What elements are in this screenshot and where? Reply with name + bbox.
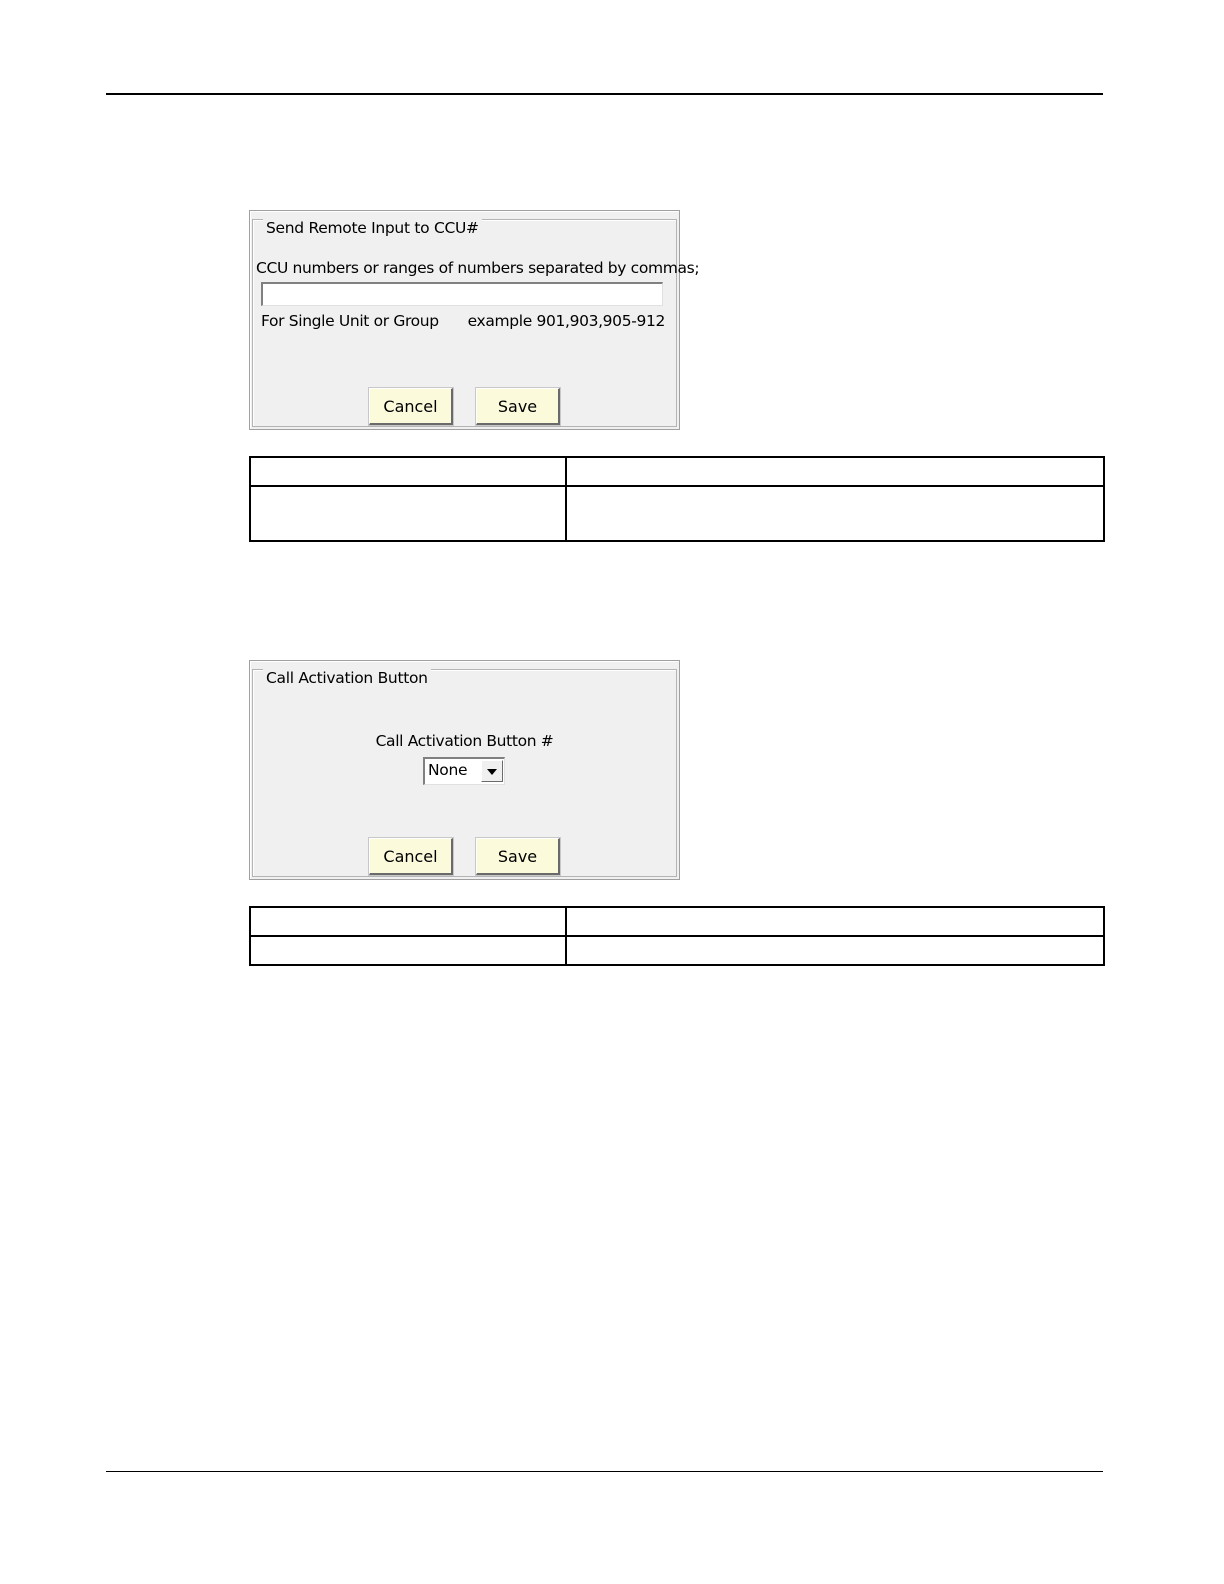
table-row: [250, 907, 1104, 936]
table-cell: [566, 907, 1104, 936]
save-button[interactable]: Save: [476, 838, 560, 875]
table-cell: [566, 486, 1104, 541]
header-rule: [106, 93, 1103, 95]
single-unit-hint: For Single Unit or Group: [261, 312, 439, 330]
table-cell: [250, 486, 566, 541]
footer-rule: [106, 1471, 1103, 1472]
ccu-numbers-input[interactable]: [261, 282, 663, 306]
groupbox-title: Send Remote Input to CCU#: [263, 219, 482, 237]
table-cell: [566, 457, 1104, 486]
call-activation-label: Call Activation Button #: [375, 732, 554, 750]
call-activation-dialog: [249, 660, 680, 880]
chevron-down-icon[interactable]: [481, 760, 503, 782]
call-activation-select[interactable]: [423, 757, 505, 785]
table-row: [250, 936, 1104, 965]
save-button[interactable]: Save: [476, 388, 560, 425]
table-cell: [566, 936, 1104, 965]
table-row: [250, 486, 1104, 541]
table-cell: [250, 936, 566, 965]
groupbox-title: Call Activation Button: [263, 669, 431, 687]
call-activation-table: [249, 906, 1105, 966]
cancel-button[interactable]: Cancel: [369, 838, 453, 875]
table-cell: [250, 457, 566, 486]
table-cell: [250, 907, 566, 936]
ccu-instruction-label: CCU numbers or ranges of numbers separated by commas;: [256, 259, 700, 277]
select-value: None: [428, 761, 468, 779]
example-hint: example 901,903,905-912: [467, 312, 665, 330]
send-remote-input-dialog: [249, 210, 700, 430]
remote-input-table: [249, 456, 1105, 542]
table-row: [250, 457, 1104, 486]
cancel-button[interactable]: Cancel: [369, 388, 453, 425]
